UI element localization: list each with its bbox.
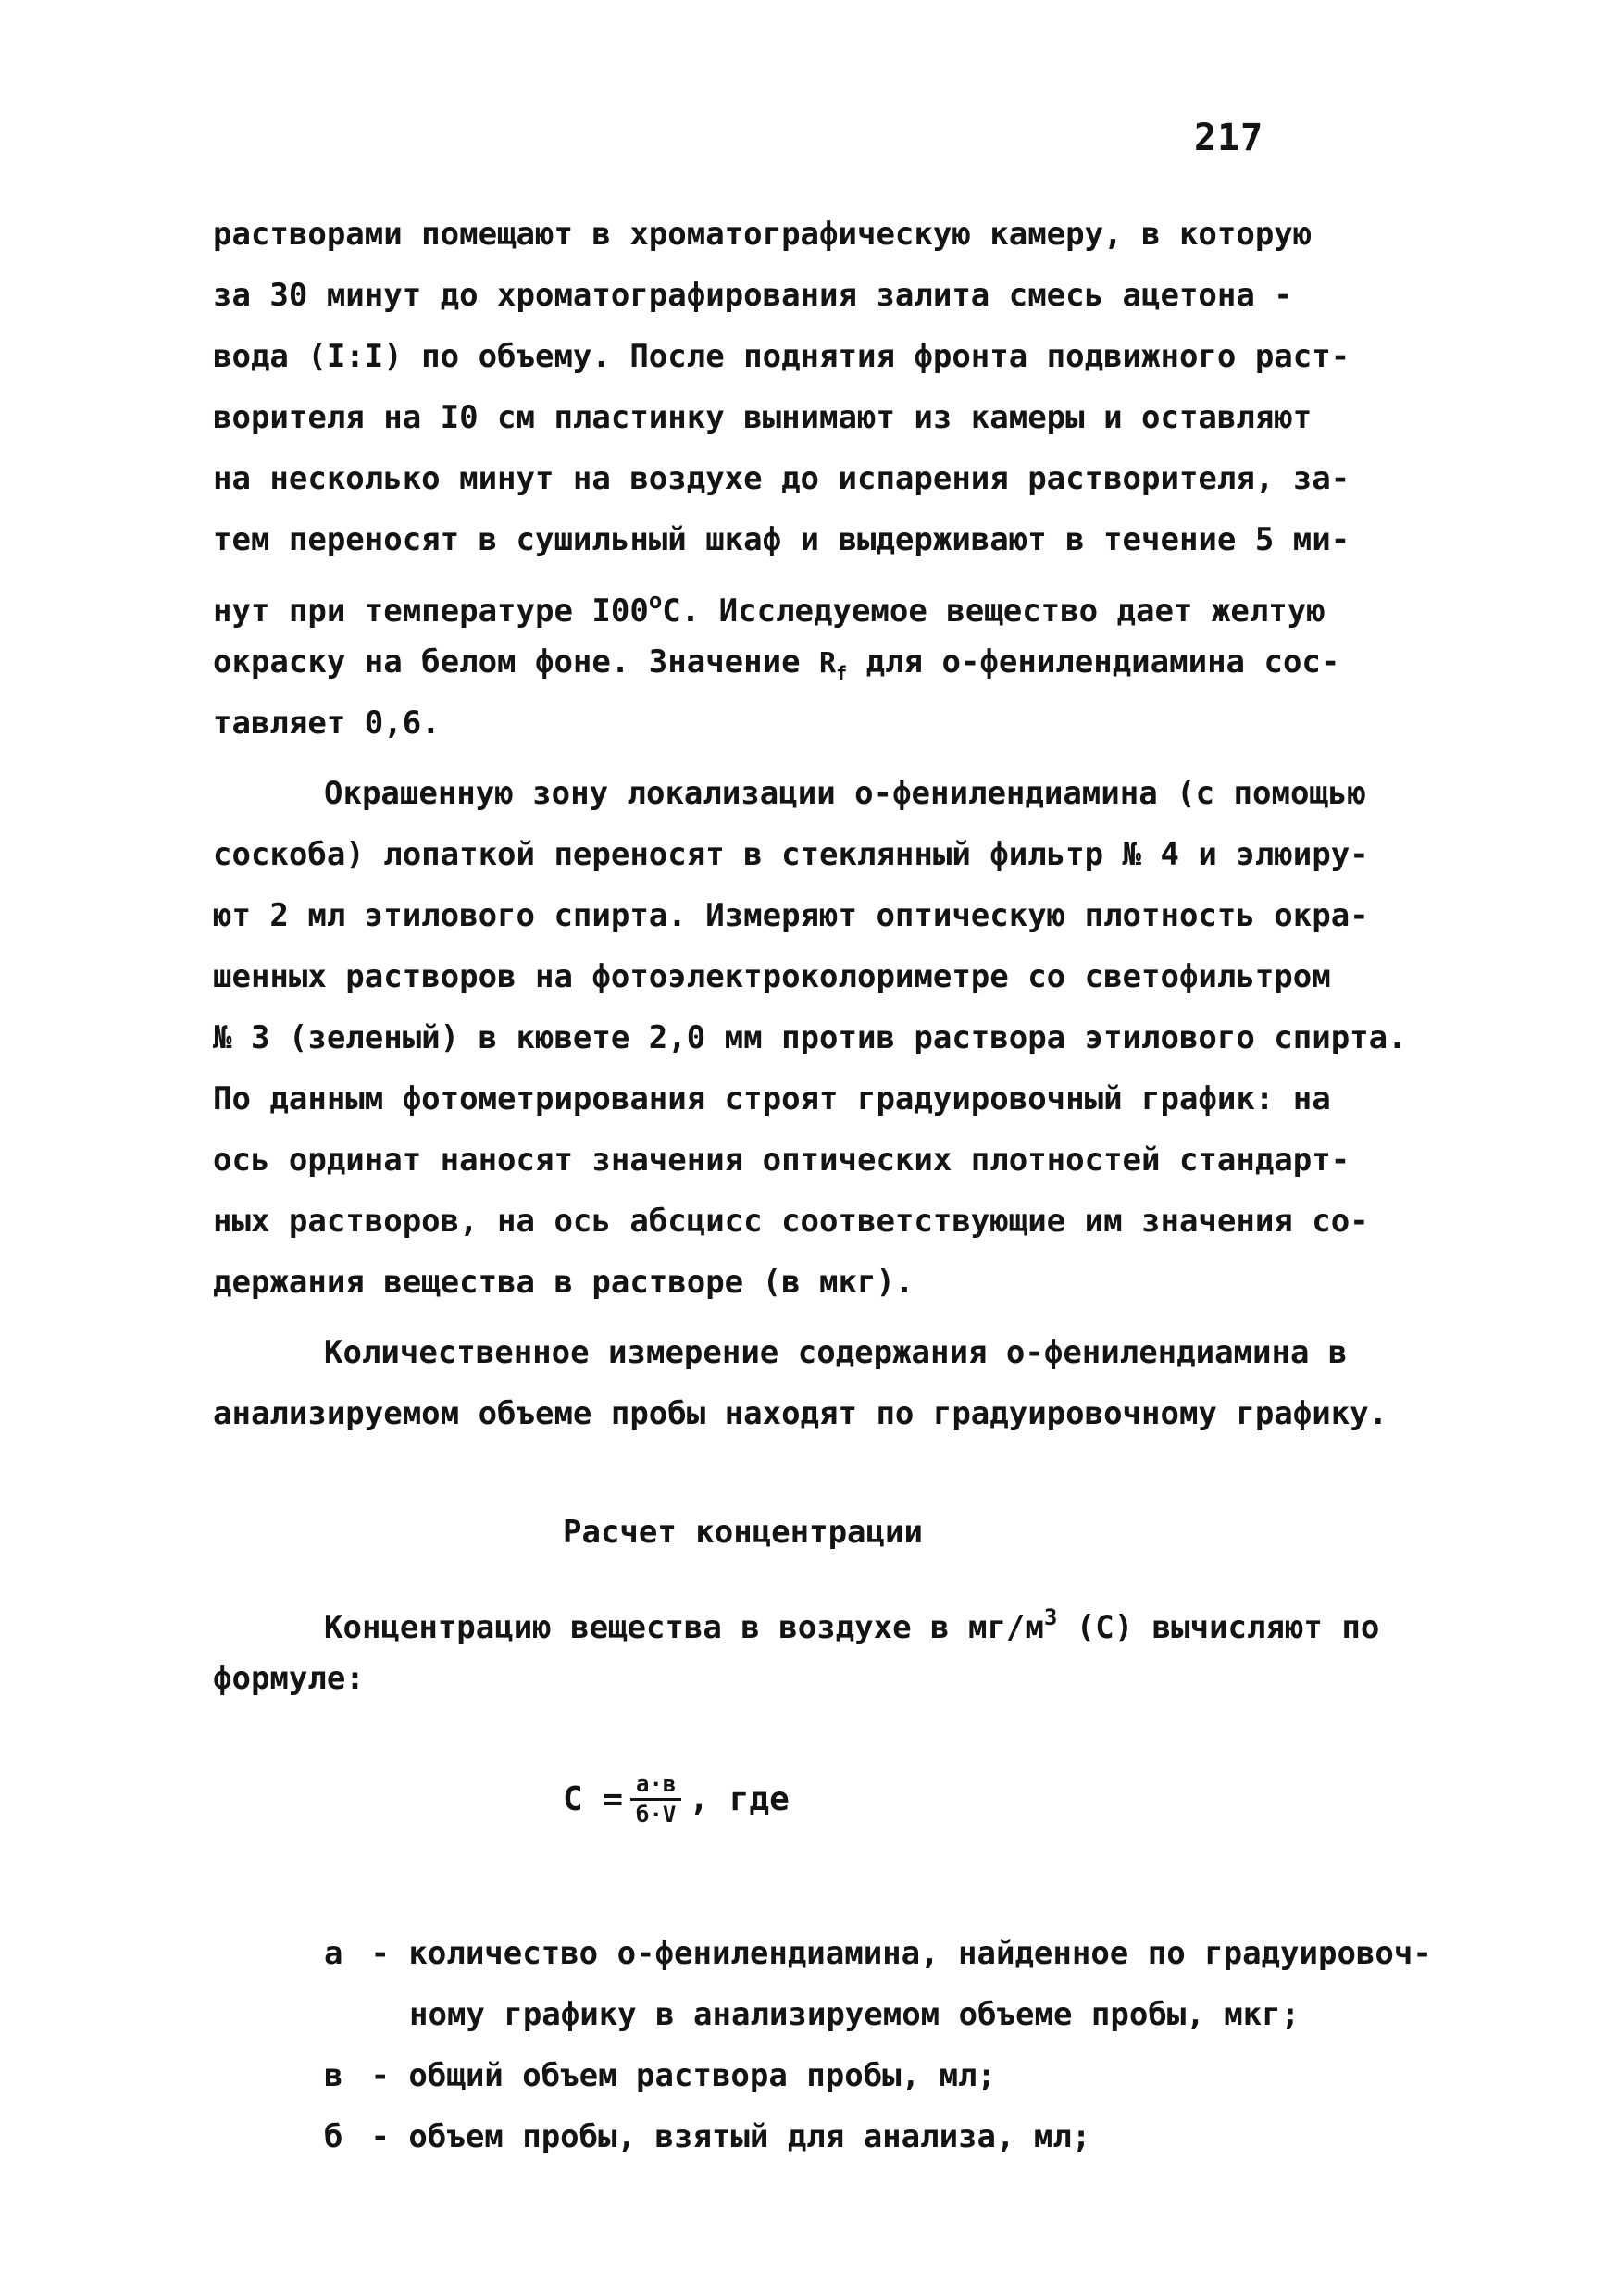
formula-lhs: С =: [563, 1779, 624, 1818]
paragraph-line: ных растворов, на ось абсцисс соответствующие им значения со-: [213, 1203, 1369, 1240]
paragraph-line: Окрашенную зону локализации о-фенилендиамина (с помощью: [324, 775, 1366, 812]
formula-intro-continued: формуле:: [213, 1660, 365, 1697]
paragraph-line: растворами помещают в хроматографическую камеру, в которую: [213, 216, 1313, 253]
page-number: 217: [1194, 117, 1264, 159]
text: нут при температуре I00: [213, 593, 649, 630]
legend-symbol: в: [324, 2057, 343, 2094]
paragraph-line: По данным фотометрирования строят градуировочный график: на: [213, 1080, 1331, 1117]
paragraph-line: вода (I:I) по объему. После поднятия фронта подвижного раст-: [213, 338, 1350, 375]
formula-suffix: , где: [689, 1779, 790, 1818]
paragraph-line: тавляет 0,6.: [213, 705, 441, 742]
superscript: o: [648, 588, 663, 614]
paragraph-line: [213, 643, 1339, 692]
formula-numerator: а·в: [630, 1772, 681, 1801]
legend-text: - общий объем раствора пробы, мл;: [370, 2057, 996, 2094]
paragraph-line: № 3 (зеленый) в кювете 2,0 мм против раствора этилового спирта.: [213, 1019, 1407, 1056]
text: окраску на белом фоне. Значение: [213, 643, 820, 680]
formula-fraction: [630, 1772, 681, 1827]
superscript: 3: [1043, 1604, 1058, 1630]
paragraph-line: соскоба) лопаткой переносят в стеклянный фильтр № 4 и элюиру-: [213, 836, 1369, 873]
paragraph-line: ось ординат наносят значения оптических плотностей стандарт-: [213, 1142, 1350, 1179]
paragraph-line: [213, 582, 1326, 630]
legend-symbol: а: [324, 1935, 343, 1972]
legend-text: - объем пробы, взятый для анализа, мл;: [370, 2118, 1091, 2155]
paragraph-line: на несколько минут на воздухе до испарения растворителя, за-: [213, 460, 1350, 497]
paragraph-line: ют 2 мл этилового спирта. Измеряют оптическую плотность окра-: [213, 897, 1369, 934]
paragraph-line: ворителя на I0 см пластинку вынимают из камеры и оставляют: [213, 399, 1313, 436]
legend-item-continued: ному графику в анализируемом объеме пробы, мкг;: [409, 1996, 1301, 2033]
paragraph-line: шенных растворов на фотоэлектроколориметре со светофильтром: [213, 958, 1331, 995]
formula-intro: Концентрацию вещества в воздухе в $мг/м^3$ (С) вычисляют по: [324, 1604, 1380, 1646]
legend-item: [324, 2057, 996, 2094]
section-heading: Расчет концентрации: [563, 1514, 923, 1551]
concentration-formula: [563, 1766, 790, 1831]
text: для о-фенилендиамина сос-: [847, 643, 1340, 680]
formula-denominator: б·V: [636, 1801, 677, 1828]
legend-symbol: б: [324, 2118, 343, 2155]
legend-item: [324, 2118, 1090, 2155]
text: C. Исследуемое вещество дает желтую: [662, 593, 1326, 630]
paragraph-line: анализируемом объеме пробы находят по градуировочному графику.: [213, 1395, 1388, 1432]
paragraph-line: тем переносят в сушильный шкаф и выдерживают в течение 5 ми-: [213, 521, 1350, 558]
rf-symbol: $R_f$: [819, 647, 848, 684]
paragraph-line: за 30 минут до хроматографирования залита смесь ацетона -: [213, 277, 1293, 314]
paragraph-line: Количественное измерение содержания о-фенилендиамина в: [324, 1334, 1348, 1371]
legend-text: - количество о-фенилендиамина, найденное по градуировоч-: [370, 1935, 1432, 1972]
paragraph-line: держания вещества в растворе (в мкг).: [213, 1264, 915, 1301]
legend-item: [324, 1935, 1432, 1972]
